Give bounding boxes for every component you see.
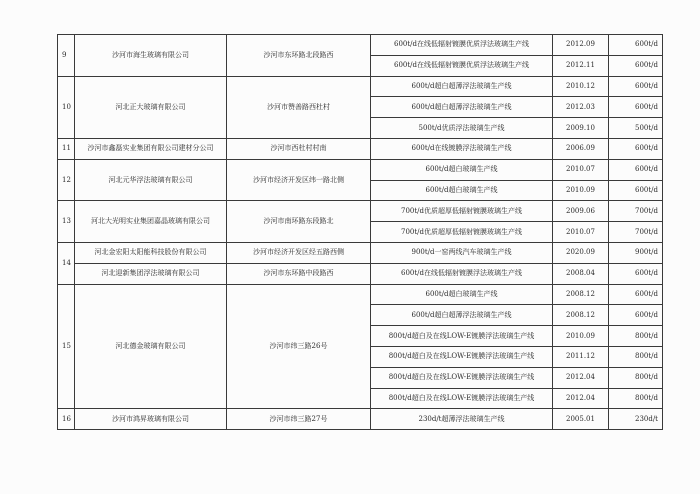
- capacity: 500t/d: [609, 118, 663, 139]
- start-date: 2012.03: [553, 97, 609, 118]
- start-date: 2009.10: [553, 118, 609, 139]
- company-address: 沙河市南环路东段路北: [227, 201, 371, 243]
- company-name: 河北正大玻璃有限公司: [75, 76, 227, 138]
- company-name: 河北元华浮法玻璃有限公司: [75, 159, 227, 201]
- start-date: 2010.09: [553, 326, 609, 347]
- production-line: 600t/d在线镀膜浮法玻璃生产线: [371, 138, 553, 159]
- capacity: 600t/d: [609, 305, 663, 326]
- start-date: 2008.04: [553, 263, 609, 284]
- capacity: 600t/d: [609, 138, 663, 159]
- capacity: 600t/d: [609, 284, 663, 305]
- production-line: 600t/d超白玻璃生产线: [371, 159, 553, 180]
- production-line: 700t/d优质超厚低辐射镀膜玻璃生产线: [371, 222, 553, 243]
- table-row: [58, 284, 663, 305]
- start-date: 2008.12: [553, 305, 609, 326]
- production-line: 800t/d超白及在线LOW-E镀膜浮法玻璃生产线: [371, 388, 553, 409]
- production-line: 500t/d优质浮法玻璃生产线: [371, 118, 553, 139]
- production-line: 800t/d超白及在线LOW-E镀膜浮法玻璃生产线: [371, 346, 553, 367]
- start-date: 2005.01: [553, 409, 609, 430]
- row-number: 16: [58, 409, 75, 430]
- table-row: [58, 201, 663, 222]
- start-date: 2020.09: [553, 242, 609, 263]
- row-number: 12: [58, 159, 75, 201]
- start-date: 2012.11: [553, 55, 609, 76]
- start-date: 2009.06: [553, 201, 609, 222]
- production-line: 600t/d在线低辐射镀膜优质浮法玻璃生产线: [371, 35, 553, 56]
- row-number: 15: [58, 284, 75, 409]
- start-date: 2011.12: [553, 346, 609, 367]
- capacity: 900t/d: [609, 242, 663, 263]
- company-name: 河北迎新集团浮法玻璃有限公司: [75, 263, 227, 284]
- production-line: 600t/d超白玻璃生产线: [371, 180, 553, 201]
- production-line: 600t/d在线低辐射镀膜优质浮法玻璃生产线: [371, 55, 553, 76]
- capacity: 600t/d: [609, 159, 663, 180]
- company-address: 沙河市东环路北段路西: [227, 35, 371, 77]
- production-line: 230d/t超薄浮法玻璃生产线: [371, 409, 553, 430]
- start-date: 2010.12: [553, 76, 609, 97]
- company-name: 河北大光明实业集团嘉晶玻璃有限公司: [75, 201, 227, 243]
- capacity: 800t/d: [609, 388, 663, 409]
- production-line: 700t/d优质超厚低辐射镀膜玻璃生产线: [371, 201, 553, 222]
- table-row: [58, 263, 663, 284]
- capacity: 600t/d: [609, 180, 663, 201]
- capacity: 600t/d: [609, 76, 663, 97]
- start-date: 2010.09: [553, 180, 609, 201]
- table-row: [58, 35, 663, 56]
- row-number: 10: [58, 76, 75, 138]
- row-number: 13: [58, 201, 75, 243]
- company-name: 河北金宏阳太阳能科技股份有限公司: [75, 242, 227, 263]
- table-row: [58, 242, 663, 263]
- capacity: 800t/d: [609, 367, 663, 388]
- start-date: 2008.12: [553, 284, 609, 305]
- start-date: 2006.09: [553, 138, 609, 159]
- company-address: 沙河市纬三路26号: [227, 284, 371, 409]
- company-name: 沙河市鸿昇玻璃有限公司: [75, 409, 227, 430]
- capacity: 600t/d: [609, 55, 663, 76]
- production-line: 800t/d超白及在线LOW-E镀膜浮法玻璃生产线: [371, 326, 553, 347]
- company-name: 沙河市鑫磊实业集团有限公司建材分公司: [75, 138, 227, 159]
- row-number: 9: [58, 35, 75, 77]
- capacity: 600t/d: [609, 35, 663, 56]
- capacity: 230d/t: [609, 409, 663, 430]
- glass-production-lines-table: [57, 34, 663, 430]
- table-row: [58, 76, 663, 97]
- company-address: 沙河市西杜村村南: [227, 138, 371, 159]
- company-address: 沙河市经济开发区纬一路北侧: [227, 159, 371, 201]
- capacity: 800t/d: [609, 346, 663, 367]
- row-number: 14: [58, 242, 75, 284]
- start-date: 2010.07: [553, 222, 609, 243]
- capacity: 700t/d: [609, 201, 663, 222]
- capacity: 800t/d: [609, 326, 663, 347]
- company-address: 沙河市经济开发区经五路西侧: [227, 242, 371, 263]
- start-date: 2012.04: [553, 388, 609, 409]
- production-line: 600t/d超白超薄浮法玻璃生产线: [371, 76, 553, 97]
- start-date: 2012.04: [553, 367, 609, 388]
- company-address: 沙河市东环路中段路西: [227, 263, 371, 284]
- production-line: 600t/d超白超薄浮法玻璃生产线: [371, 97, 553, 118]
- company-address: 沙河市纬三路27号: [227, 409, 371, 430]
- table-row: [58, 409, 663, 430]
- company-name: 沙河市海生玻璃有限公司: [75, 35, 227, 77]
- capacity: 700t/d: [609, 222, 663, 243]
- start-date: 2012.09: [553, 35, 609, 56]
- start-date: 2010.07: [553, 159, 609, 180]
- capacity: 600t/d: [609, 263, 663, 284]
- production-line: 600t/d超白玻璃生产线: [371, 284, 553, 305]
- company-name: 河北德金玻璃有限公司: [75, 284, 227, 409]
- production-line: 600t/d超白超薄浮法玻璃生产线: [371, 305, 553, 326]
- production-line: 900t/d一窑两线汽车玻璃生产线: [371, 242, 553, 263]
- table-row: [58, 159, 663, 180]
- row-number: 11: [58, 138, 75, 159]
- capacity: 600t/d: [609, 97, 663, 118]
- production-line: 800t/d超白及在线LOW-E镀膜浮法玻璃生产线: [371, 367, 553, 388]
- company-address: 沙河市赞善路西杜村: [227, 76, 371, 138]
- production-line: 600t/d在线低辐射镀膜浮法玻璃生产线: [371, 263, 553, 284]
- table-row: [58, 138, 663, 159]
